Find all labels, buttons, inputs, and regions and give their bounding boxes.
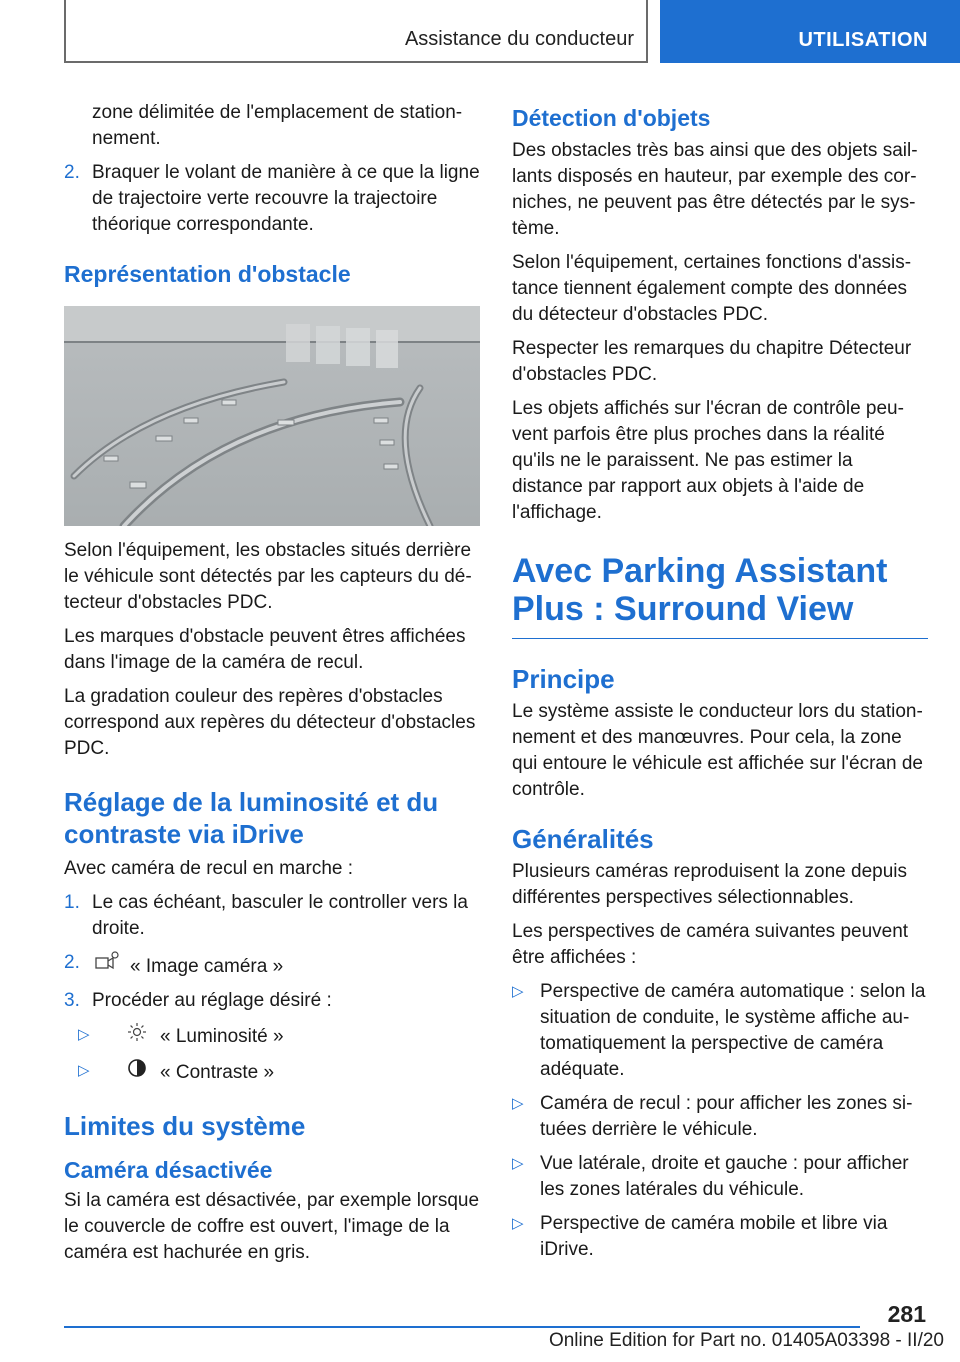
step-text: Braquer le volant de manière à ce que la ligne de trajectoire verte recouvre la trajectoire théorique correspondante. xyxy=(92,162,480,235)
triangle-bullet-icon: ▷ xyxy=(78,1062,90,1079)
heading-detection: Détection d'objets xyxy=(512,105,711,131)
heading-principe: Principe xyxy=(512,664,615,694)
obstacle-paragraph-3: La gradation couleur des repères d'obstacles correspond aux repères du détecteur d'obstacles PDC. xyxy=(64,686,476,759)
header-chapter-tab xyxy=(660,0,960,63)
footer-edition: Online Edition for Part no. 01405A03398 - II/20 xyxy=(548,1330,944,1351)
principe-paragraph: Le système assiste le conducteur lors du stationnement et des manœuvres. Pour cela, la zone qui entoure le véhicule est affichée sur l'écran de contrôle. xyxy=(512,701,923,800)
footer-divider xyxy=(64,1326,860,1328)
header-section-box xyxy=(64,0,648,63)
detection-paragraph-4: Les objets affichés sur l'écran de contrôle peuvent parfois être plus proches dans la réalité qu'ils ne le paraissent. Ne pas estimer la distance par rapport aux objets à l'aide de l'affichage. xyxy=(512,398,904,523)
continued-text: zone délimitée de l'emplacement de stationnement. xyxy=(92,102,463,149)
heading-limites: Limites du système xyxy=(64,1111,306,1141)
list-item xyxy=(512,1211,928,1263)
heading-parking-assistant: Avec Parking Assistant Plus : Surround View xyxy=(512,552,928,639)
bullet-text: Vue latérale, droite et gauche : pour afficher les zones latérales du véhicule. xyxy=(540,1153,909,1200)
camera-desactivee-paragraph: Si la caméra est désactivée, par exemple lorsque le couvercle de coffre est ouvert, l'image de la caméra est hachurée en gris. xyxy=(64,1190,480,1263)
camera-obstacle-illustration xyxy=(64,306,480,526)
list-item xyxy=(64,890,480,942)
list-item xyxy=(512,1091,928,1143)
camera-settings-icon xyxy=(92,950,122,980)
reglage-intro: Avec caméra de recul en marche : xyxy=(64,858,354,879)
step-text: « Image caméra » xyxy=(130,956,284,977)
detection-paragraph-3: Respecter les remarques du chapitre Détecteur d'obstacles PDC. xyxy=(512,338,912,385)
heading-obstacle: Représentation d'obstacle xyxy=(64,261,351,287)
sub-list-item xyxy=(64,1058,480,1086)
header-section-title: Assistance du conducteur xyxy=(404,28,634,50)
list-item xyxy=(512,1151,928,1203)
triangle-bullet-icon: ▷ xyxy=(512,1155,524,1172)
triangle-bullet-icon: ▷ xyxy=(78,1026,90,1043)
heading-camera-desactivee: Caméra désactivée xyxy=(64,1157,273,1183)
bullet-text: Perspective de caméra mobile et libre via iDrive. xyxy=(540,1213,888,1260)
sub-item-text: « Contraste » xyxy=(160,1062,275,1083)
list-item xyxy=(64,950,480,980)
header-chapter-title: UTILISATION xyxy=(798,29,928,51)
detection-paragraph-1: Des obstacles très bas ainsi que des objets saillants disposés en hauteur, par exemple des corniches, ne peuvent pas être détectés par le système. xyxy=(512,140,918,239)
heading-reglage: Réglage de la luminosité et du contraste via iDrive xyxy=(64,787,439,849)
triangle-bullet-icon: ▷ xyxy=(512,1095,524,1112)
obstacle-paragraph-2: Les marques d'obstacle peuvent êtres affichées dans l'image de la caméra de recul. xyxy=(64,626,466,673)
list-item xyxy=(64,988,480,1014)
step-number: 2. xyxy=(64,162,80,183)
sub-item-text: « Luminosité » xyxy=(160,1026,284,1047)
heading-generalites: Généralités xyxy=(512,824,654,854)
step-text: Procéder au réglage désiré : xyxy=(92,990,332,1011)
step-number: 1. xyxy=(64,892,80,913)
right-column xyxy=(512,100,928,1271)
generalites-paragraph-1: Plusieurs caméras reproduisent la zone depuis différentes perspectives sélectionnables. xyxy=(512,861,907,908)
left-column xyxy=(64,100,480,1274)
step-number: 2. xyxy=(64,952,80,973)
bullet-text: Caméra de recul : pour afficher les zones situées derrière le véhicule. xyxy=(540,1093,913,1140)
contrast-icon xyxy=(122,1058,152,1086)
sub-list-item xyxy=(64,1022,480,1050)
brightness-icon xyxy=(122,1022,152,1050)
list-item xyxy=(512,979,928,1083)
step-number: 3. xyxy=(64,990,80,1011)
detection-paragraph-2: Selon l'équipement, certaines fonctions d'assistance tiennent également compte des données du détecteur d'obstacles PDC. xyxy=(512,252,912,325)
triangle-bullet-icon: ▷ xyxy=(512,983,524,1000)
list-item xyxy=(64,160,480,238)
bullet-text: Perspective de caméra automatique : selon la situation de conduite, le système affiche automatiquement la perspective de caméra adéquate. xyxy=(540,981,926,1080)
obstacle-paragraph-1: Selon l'équipement, les obstacles situés derrière le véhicule sont détectés par les capteurs du détecteur d'obstacles PDC. xyxy=(64,540,472,613)
page-number: 281 xyxy=(887,1301,926,1327)
triangle-bullet-icon: ▷ xyxy=(512,1215,524,1232)
step-text: Le cas échéant, basculer le controller vers la droite. xyxy=(92,892,468,939)
generalites-paragraph-2: Les perspectives de caméra suivantes peuvent être affichées : xyxy=(512,921,909,968)
